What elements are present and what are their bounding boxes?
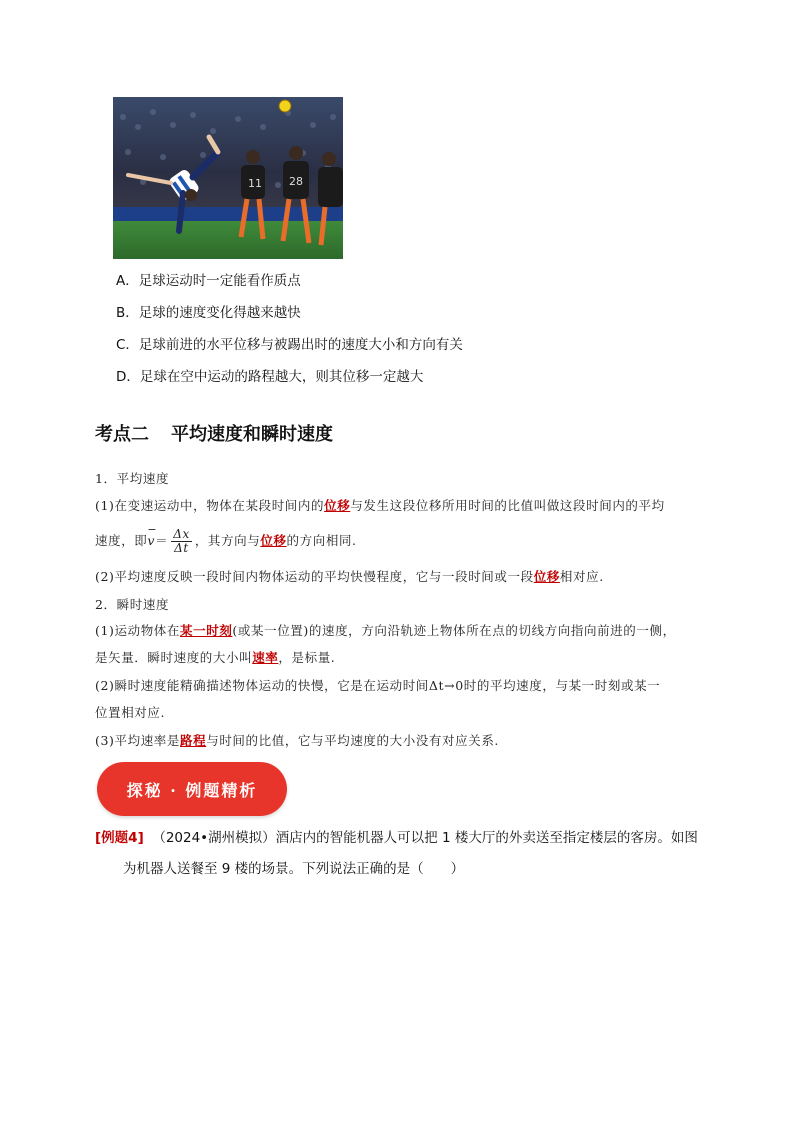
avg-para-2	[95, 525, 357, 557]
inst-para-1	[95, 622, 676, 640]
svg-text:11: 11	[248, 177, 262, 190]
option-a: A．足球运动时一定能看作质点	[116, 273, 301, 289]
avg-p3-text-a: (2)平均速度反映一段时间内物体运动的平均快慢程度，它与一段时间或一段	[95, 569, 534, 584]
example-text-1: （2024•湖州模拟）酒店内的智能机器人可以把 1 楼大厅的外卖送至指定楼层的客房。如图	[152, 830, 698, 846]
inst-para-4: 位置相对应.	[95, 705, 166, 720]
inst-p2-text-a: 是矢量．瞬时速度的大小叫	[95, 650, 253, 665]
equals-sign: ＝	[155, 533, 169, 548]
example-banner: 探秘 · 例题精析	[97, 762, 287, 816]
inst-para-3: (2)瞬时速度能精确描述物体运动的快慢，它是在运动时间Δt→0时的平均速度，与某一时刻或某一	[95, 678, 661, 693]
inst-p2-text-b: ，是标量.	[278, 650, 336, 665]
section-number: 考点二	[95, 424, 149, 445]
inst-para-5	[95, 732, 499, 750]
inst-p2-keyword: 速率	[252, 650, 279, 665]
avg-heading: 1．平均速度	[95, 471, 170, 486]
avg-p2-text-b: ，其方向与	[194, 533, 261, 548]
inst-heading: 2．瞬时速度	[95, 597, 170, 612]
avg-p1-keyword: 位移	[324, 498, 351, 513]
avg-p2-text-c: 的方向相同.	[286, 533, 357, 548]
fraction-numerator: Δx	[173, 527, 190, 541]
section-title	[95, 420, 333, 446]
avg-p2-text-a: 速度，即	[95, 533, 148, 548]
example-line-1	[95, 829, 698, 847]
example-tag: [例题4]	[95, 830, 144, 846]
avg-para-3	[95, 568, 604, 586]
inst-p1-text-a: (1)运动物体在	[95, 623, 181, 638]
football-photo-graphic	[113, 97, 343, 259]
inst-para-2	[95, 649, 335, 667]
svg-text:28: 28	[289, 175, 303, 188]
v-bar-symbol: − v	[147, 525, 155, 557]
fraction-denominator: Δt	[174, 541, 189, 555]
avg-p1-text-a: (1)在变速运动中，物体在某段时间内的	[95, 498, 325, 513]
inst-p5-text-a: (3)平均速率是	[95, 733, 181, 748]
example-line-2: 为机器人送餐至 9 楼的场景。下列说法正确的是（ ）	[123, 861, 465, 877]
football-bicycle-kick-photo	[113, 97, 343, 259]
avg-p2-keyword: 位移	[260, 533, 287, 548]
delta-fraction	[171, 528, 192, 555]
inst-p5-keyword: 路程	[180, 733, 207, 748]
avg-p3-keyword: 位移	[533, 569, 560, 584]
inst-p1-text-b: (或某一位置)的速度，方向沿轨迹上物体所在点的切线方向指向前进的一侧，	[232, 623, 676, 638]
inst-p5-text-b: 与时间的比值，它与平均速度的大小没有对应关系.	[206, 733, 499, 748]
inst-p1-keyword: 某一时刻	[180, 623, 233, 638]
avg-p1-text-b: 与发生这段位移所用时间的比值叫做这段时间内的平均	[350, 498, 665, 513]
section-heading: 平均速度和瞬时速度	[171, 424, 333, 445]
option-b: B．足球的速度变化得越来越快	[116, 305, 301, 321]
option-c: C．足球前进的水平位移与被踢出时的速度大小和方向有关	[116, 337, 463, 353]
avg-p3-text-b: 相对应.	[559, 569, 604, 584]
avg-para-1	[95, 497, 665, 515]
option-d: D．足球在空中运动的路程越大，则其位移一定越大	[116, 369, 424, 385]
